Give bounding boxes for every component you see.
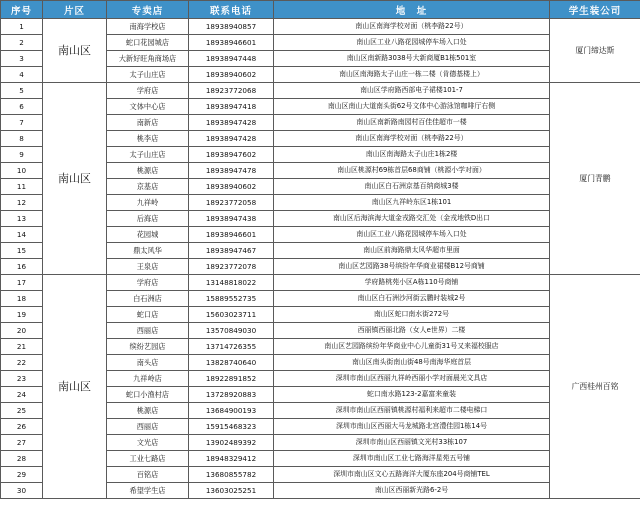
- store-address: 南山区南海路太子山庄一栋二楼（肯德基楼上）: [274, 67, 550, 83]
- store-name: 学府店: [107, 275, 189, 291]
- header-address: 地 址: [274, 1, 550, 19]
- row-number: 25: [1, 403, 43, 419]
- row-number: 19: [1, 307, 43, 323]
- store-name: 蛇口店: [107, 307, 189, 323]
- header-phone: 联系电话: [189, 1, 274, 19]
- row-number: 18: [1, 291, 43, 307]
- phone-number: 18938947478: [189, 163, 274, 179]
- company-cell: 厦门缔达斯: [550, 19, 640, 83]
- phone-number: 18938940602: [189, 179, 274, 195]
- row-number: 30: [1, 483, 43, 499]
- phone-number: 13570849030: [189, 323, 274, 339]
- row-number: 1: [1, 19, 43, 35]
- store-name: 南海学校店: [107, 19, 189, 35]
- district-cell: 南山区: [43, 275, 107, 499]
- store-address: 南山区南海学校对面（桃李路22号）: [274, 19, 550, 35]
- store-address: 南山区白石洲京基百纳商城3楼: [274, 179, 550, 195]
- store-name: 鼎太风华: [107, 243, 189, 259]
- store-address: 深圳市南山区西丽大马龙城路北宫澧佳园1栋14号: [274, 419, 550, 435]
- table-body: [1, 19, 640, 499]
- company-cell: 广西桂州百铭: [550, 275, 640, 499]
- store-address: 学府路桃苑小区A栋110号商铺: [274, 275, 550, 291]
- row-number: 26: [1, 419, 43, 435]
- phone-number: 18938946601: [189, 35, 274, 51]
- store-name: 九祥岭店: [107, 371, 189, 387]
- store-address: 南山区学府路西部电子裙楼101-7: [274, 83, 550, 99]
- store-name: 南新店: [107, 115, 189, 131]
- phone-number: 13728920883: [189, 387, 274, 403]
- store-name: 京基店: [107, 179, 189, 195]
- header-store: 专卖店: [107, 1, 189, 19]
- store-name: 工业七路店: [107, 451, 189, 467]
- row-number: 16: [1, 259, 43, 275]
- store-name: 蛇口小渔村店: [107, 387, 189, 403]
- store-address: 南山区工业八路花园城停车场入口处: [274, 227, 550, 243]
- store-address: 南山区九祥岭东区1栋101: [274, 195, 550, 211]
- store-address: 南山区后海滨海大道金戎路交汇处（金戎地铁D出口: [274, 211, 550, 227]
- header-row: [1, 1, 640, 19]
- row-number: 23: [1, 371, 43, 387]
- store-address: 深圳市南山区西丽镇文光村33栋107: [274, 435, 550, 451]
- table-row: [1, 275, 640, 291]
- store-address: 南山区南头街南山街48号南海华庭首层: [274, 355, 550, 371]
- store-name: 后海店: [107, 211, 189, 227]
- store-name: 桃源店: [107, 403, 189, 419]
- row-number: 7: [1, 115, 43, 131]
- store-address: 南山区南海路太子山庄1栋2楼: [274, 147, 550, 163]
- store-address: 南山区南山大道南头街62号文体中心游泳馆咖啡厅右侧: [274, 99, 550, 115]
- header-company: 学生装公司: [550, 1, 640, 19]
- phone-number: 18938940857: [189, 19, 274, 35]
- phone-number: 15915468323: [189, 419, 274, 435]
- table-row: [1, 83, 640, 99]
- store-address: 南山区蛇口南水街272号: [274, 307, 550, 323]
- store-name: 王泉店: [107, 259, 189, 275]
- phone-number: 18938947428: [189, 131, 274, 147]
- store-address: 南山区桃源村69栋首层68商铺（桃源小学对面）: [274, 163, 550, 179]
- store-address: 南山区南海学校对面（桃李路22号）: [274, 131, 550, 147]
- phone-number: 15889552735: [189, 291, 274, 307]
- phone-number: 18938947602: [189, 147, 274, 163]
- store-name: 太子山庄店: [107, 67, 189, 83]
- store-address: 深圳市南山区工业七路海洋星苑五号铺: [274, 451, 550, 467]
- table-row: [1, 19, 640, 35]
- store-address: 南山区白石洲沙河街云鹏时装城2号: [274, 291, 550, 307]
- store-address: 南山区西丽新光路6-2号: [274, 483, 550, 499]
- phone-number: 13714726355: [189, 339, 274, 355]
- header-district: 片区: [43, 1, 107, 19]
- row-number: 27: [1, 435, 43, 451]
- store-name: 太子山庄店: [107, 147, 189, 163]
- store-name: 桃源店: [107, 163, 189, 179]
- store-address: 蛇口南水路123-2嘉富来童装: [274, 387, 550, 403]
- row-number: 17: [1, 275, 43, 291]
- header-no: 序号: [1, 1, 43, 19]
- store-name: 西丽店: [107, 419, 189, 435]
- row-number: 24: [1, 387, 43, 403]
- district-cell: 南山区: [43, 19, 107, 83]
- row-number: 12: [1, 195, 43, 211]
- phone-number: 13148818022: [189, 275, 274, 291]
- store-name: 桃李店: [107, 131, 189, 147]
- row-number: 2: [1, 35, 43, 51]
- store-name: 花园城: [107, 227, 189, 243]
- row-number: 4: [1, 67, 43, 83]
- phone-number: 18938946601: [189, 227, 274, 243]
- store-address: 南山区艺园路缤纷年华商业中心儿童街31号又来福校服店: [274, 339, 550, 355]
- phone-number: 18923772068: [189, 83, 274, 99]
- store-address: 深圳市南山区文心五路海洋大厦东座204号商铺TEL: [274, 467, 550, 483]
- store-address: 南山区艺园路38号缤纷年华商业裙楼B12号商铺: [274, 259, 550, 275]
- phone-number: 18938940602: [189, 67, 274, 83]
- store-name: 文光店: [107, 435, 189, 451]
- phone-number: 18938947448: [189, 51, 274, 67]
- row-number: 22: [1, 355, 43, 371]
- company-cell: 厦门青鹏: [550, 83, 640, 275]
- row-number: 5: [1, 83, 43, 99]
- store-name: 百铭店: [107, 467, 189, 483]
- phone-number: 15603023711: [189, 307, 274, 323]
- phone-number: 18938947467: [189, 243, 274, 259]
- store-name: 学府店: [107, 83, 189, 99]
- store-address: 西丽镇西丽北路（女人e世界）二楼: [274, 323, 550, 339]
- store-name: 蛇口花园城店: [107, 35, 189, 51]
- store-name: 希望学生店: [107, 483, 189, 499]
- phone-number: 18923772078: [189, 259, 274, 275]
- row-number: 28: [1, 451, 43, 467]
- phone-number: 13680855782: [189, 467, 274, 483]
- row-number: 3: [1, 51, 43, 67]
- phone-number: 13828740640: [189, 355, 274, 371]
- row-number: 15: [1, 243, 43, 259]
- row-number: 11: [1, 179, 43, 195]
- store-address: 南山区工业八路花园城停车场入口处: [274, 35, 550, 51]
- store-name: 西丽店: [107, 323, 189, 339]
- store-address: 深圳市南山区西丽镇桃源村福利来超市二楼电梯口: [274, 403, 550, 419]
- district-cell: 南山区: [43, 83, 107, 275]
- store-address: 南山区南新路3038号大新商厦B1栋501室: [274, 51, 550, 67]
- phone-number: 13902489392: [189, 435, 274, 451]
- store-address: 南山区南新路南园村百佳佳超市一楼: [274, 115, 550, 131]
- row-number: 21: [1, 339, 43, 355]
- store-name: 白石洲店: [107, 291, 189, 307]
- store-name: 缤纷艺园店: [107, 339, 189, 355]
- phone-number: 18923772058: [189, 195, 274, 211]
- phone-number: 18938947428: [189, 115, 274, 131]
- phone-number: 18948329412: [189, 451, 274, 467]
- phone-number: 18938947418: [189, 99, 274, 115]
- row-number: 29: [1, 467, 43, 483]
- phone-number: 13603025251: [189, 483, 274, 499]
- row-number: 13: [1, 211, 43, 227]
- store-address: 深圳市南山区西丽九祥岭西丽小学对面晨光文具店: [274, 371, 550, 387]
- store-name: 大新好旺角商场店: [107, 51, 189, 67]
- row-number: 10: [1, 163, 43, 179]
- phone-number: 18922891852: [189, 371, 274, 387]
- store-name: 南头店: [107, 355, 189, 371]
- phone-number: 18938947438: [189, 211, 274, 227]
- row-number: 6: [1, 99, 43, 115]
- store-name: 九祥岭: [107, 195, 189, 211]
- row-number: 8: [1, 131, 43, 147]
- row-number: 20: [1, 323, 43, 339]
- row-number: 9: [1, 147, 43, 163]
- store-name: 文体中心店: [107, 99, 189, 115]
- phone-number: 13684900193: [189, 403, 274, 419]
- store-address: 南山区前海路鼎太风华超市里面: [274, 243, 550, 259]
- row-number: 14: [1, 227, 43, 243]
